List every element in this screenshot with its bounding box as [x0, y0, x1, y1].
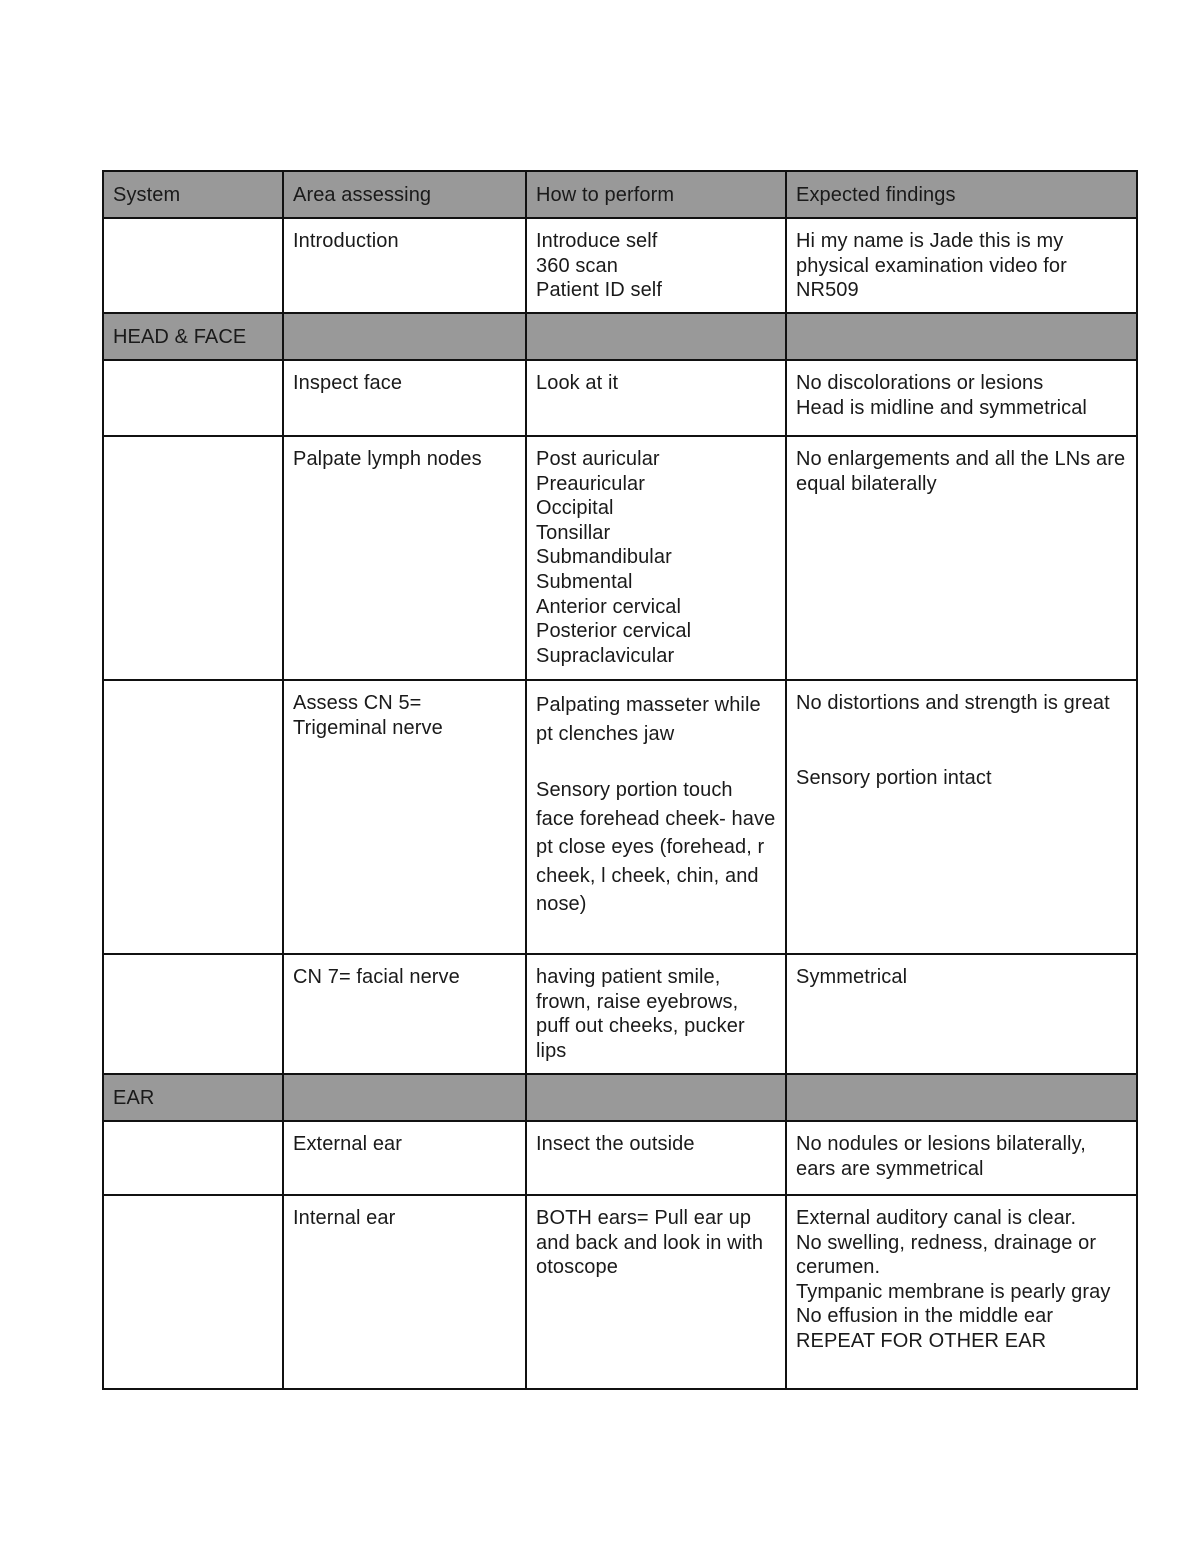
area-text: Assess CN 5= Trigeminal nerve — [293, 692, 443, 739]
area-cell — [283, 954, 526, 1074]
perform-cell — [526, 360, 786, 436]
area-text: Palpate lymph nodes — [293, 448, 482, 470]
section-empty-cell — [283, 313, 526, 360]
perform-cell — [526, 954, 786, 1074]
header-system: System — [103, 171, 283, 218]
perform-line: Post auricular — [536, 448, 660, 470]
findings-text: No nodules or lesions bilaterally, ears are symmetrical — [796, 1133, 1086, 1180]
header-expected-findings: Expected findings — [786, 171, 1137, 218]
area-cell — [283, 360, 526, 436]
paragraph-gap — [796, 716, 1127, 766]
section-empty-cell — [283, 1074, 526, 1121]
perform-line: 360 scan — [536, 254, 618, 277]
findings-line: No swelling, redness, drainage or cerumen. — [796, 1231, 1097, 1279]
area-text: CN 7= facial nerve — [293, 966, 460, 988]
perform-line: Supraclavicular — [536, 644, 675, 667]
area-text: Introduction — [293, 230, 399, 252]
perform-line: Look at it — [536, 372, 619, 394]
perform-line: Posterior cervical — [536, 620, 692, 643]
perform-text: Insect the outside — [536, 1133, 695, 1155]
perform-line: Occipital — [536, 497, 614, 520]
perform-cell — [526, 680, 786, 954]
findings-cell — [786, 360, 1137, 436]
system-cell — [103, 218, 283, 313]
perform-paragraph: Palpating masseter while pt clenches jaw — [536, 694, 761, 745]
area-cell — [283, 1195, 526, 1389]
perform-line: Introduce self — [536, 230, 658, 252]
findings-paragraph: No distortions and strength is great — [796, 692, 1110, 714]
findings-cell — [786, 954, 1137, 1074]
perform-line: Tonsillar — [536, 521, 611, 544]
findings-line: No discolorations or lesions — [796, 372, 1044, 394]
perform-text: having patient smile, frown, raise eyebrows, puff out cheeks, pucker lips — [536, 966, 745, 1062]
perform-paragraph: Sensory portion touch face forehead cheek- have pt close eyes (forehead, r cheek, l cheek, chin, and nose) — [536, 779, 776, 915]
findings-cell — [786, 218, 1137, 313]
table-row — [103, 1195, 1137, 1389]
table-row — [103, 954, 1137, 1074]
findings-line: REPEAT FOR OTHER EAR — [796, 1329, 1047, 1352]
findings-cell — [786, 1121, 1137, 1195]
perform-cell — [526, 1195, 786, 1389]
findings-line: Head is midline and symmetrical — [796, 396, 1087, 419]
table-row — [103, 1121, 1137, 1195]
table-header-row — [103, 171, 1137, 218]
area-text: Inspect face — [293, 372, 403, 394]
system-cell — [103, 1121, 283, 1195]
paragraph-gap — [536, 748, 776, 776]
perform-line: Submental — [536, 570, 633, 593]
system-cell — [103, 680, 283, 954]
physical-exam-table — [102, 170, 1138, 1390]
area-cell — [283, 436, 526, 680]
system-cell — [103, 436, 283, 680]
section-empty-cell — [786, 1074, 1137, 1121]
perform-line: Patient ID self — [536, 279, 663, 302]
section-row-head-face — [103, 313, 1137, 360]
findings-cell — [786, 1195, 1137, 1389]
system-cell — [103, 1195, 283, 1389]
findings-text: Symmetrical — [796, 966, 908, 988]
header-how-to-perform: How to perform — [526, 171, 786, 218]
findings-text: No enlargements and all the LNs are equal bilaterally — [796, 448, 1126, 495]
section-title: HEAD & FACE — [103, 313, 283, 360]
header-area-assessing: Area assessing — [283, 171, 526, 218]
area-cell — [283, 218, 526, 313]
section-row-ear — [103, 1074, 1137, 1121]
findings-cell — [786, 436, 1137, 680]
section-empty-cell — [526, 313, 786, 360]
system-cell — [103, 360, 283, 436]
perform-line: Preauricular — [536, 472, 646, 495]
table-row — [103, 436, 1137, 680]
area-text: External ear — [293, 1133, 403, 1155]
findings-cell — [786, 680, 1137, 954]
area-cell — [283, 1121, 526, 1195]
findings-paragraph: Sensory portion intact — [796, 766, 992, 789]
section-empty-cell — [526, 1074, 786, 1121]
perform-cell — [526, 1121, 786, 1195]
perform-text: BOTH ears= Pull ear up and back and look in with otoscope — [536, 1207, 764, 1279]
section-empty-cell — [786, 313, 1137, 360]
findings-line: External auditory canal is clear. — [796, 1207, 1077, 1229]
findings-line: No effusion in the middle ear — [796, 1305, 1054, 1328]
section-title: EAR — [103, 1074, 283, 1121]
findings-line: Tympanic membrane is pearly gray — [796, 1280, 1111, 1303]
perform-cell — [526, 436, 786, 680]
perform-cell — [526, 218, 786, 313]
area-cell — [283, 680, 526, 954]
table-row — [103, 360, 1137, 436]
perform-line: Submandibular — [536, 546, 672, 569]
system-cell — [103, 954, 283, 1074]
table-row — [103, 218, 1137, 313]
table-row — [103, 680, 1137, 954]
findings-text: Hi my name is Jade this is my physical examination video for NR509 — [796, 230, 1067, 302]
perform-line: Anterior cervical — [536, 595, 682, 618]
area-text: Internal ear — [293, 1207, 396, 1229]
